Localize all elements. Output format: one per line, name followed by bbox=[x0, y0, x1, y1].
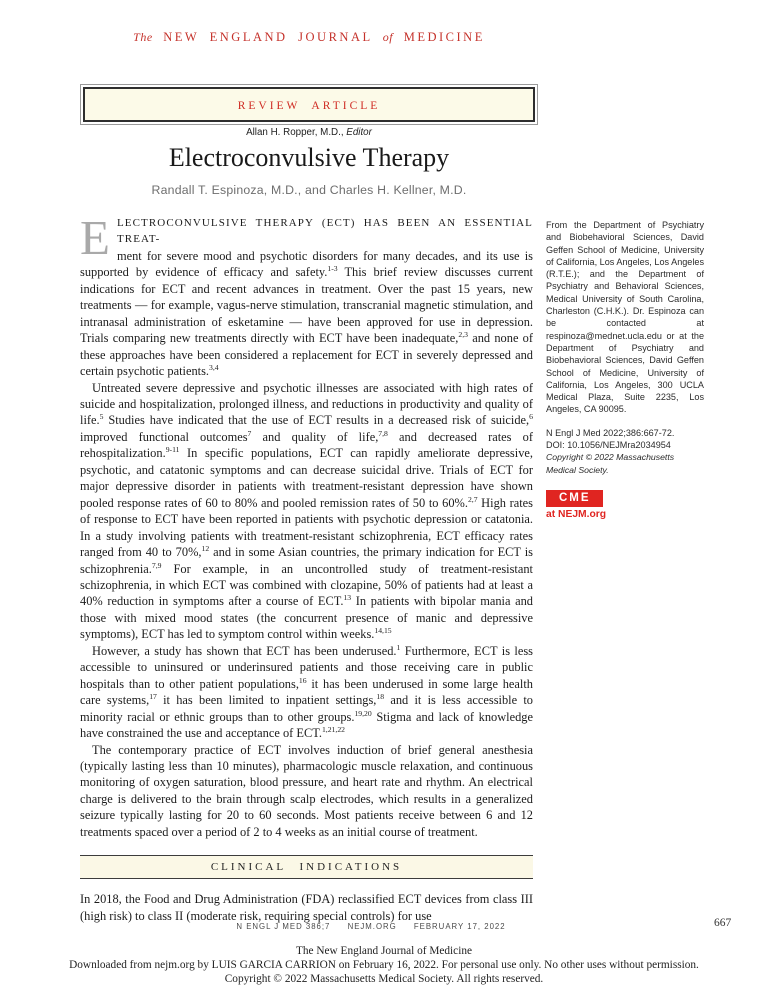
reference-superscript: 14,15 bbox=[374, 626, 392, 636]
cme-section bbox=[546, 490, 704, 522]
reference-superscript: 1,21,22 bbox=[321, 724, 345, 734]
running-footer bbox=[0, 922, 742, 931]
reference-superscript: 7,8 bbox=[378, 428, 388, 438]
paragraph: However, a study has shown that ECT has been underused.$^1$ Furthermore, ECT is less accessible to uninsured or underinsured patients and those receiving care in public hospitals than to other patient populations,$^{16}$ it has been underused in some large health care systems,$^{17}$ it has been limited to inpatient settings,$^{18}$ and it is less accessible to minority racial or ethnic groups than to other groups.$^{19,20}$ Stigma and lack of knowledge have constrained the use and acceptance of ECT.$^{1,21,22}$ bbox=[80, 642, 534, 741]
lead-smallcaps: LECTROCONVULSIVE THERAPY (ECT) HAS BEEN AN ESSENTIAL TREAT- bbox=[116, 217, 533, 246]
reference-superscript: 19,20 bbox=[354, 708, 372, 718]
paragraph: The contemporary practice of ECT involves induction of brief general anesthesia (typically lasting less than 10 minutes), pharmacologic muscle relaxation, and continuous monitoring of oxygen saturation, blood pressure, and heart rate and rhythm. An electrical charge is delivered to the brain through scalp electrodes, which results in a generalized seizure typically lasting for 20 to 60 seconds. Most patients receive between 6 and 12 treatments spaced over a period of 2 to 4 weeks as an initial course of treatment. bbox=[80, 742, 533, 839]
article-title: Electroconvulsive Therapy bbox=[168, 143, 450, 172]
citation-block bbox=[546, 427, 704, 476]
reference-superscript: 12 bbox=[201, 543, 210, 553]
journal-masthead bbox=[80, 30, 538, 45]
footer-journal-ref: N ENGL J MED 386;7 bbox=[236, 922, 331, 931]
reference-superscript: 9-11 bbox=[165, 445, 180, 455]
sidebar-column bbox=[546, 219, 704, 522]
citation-line: N Engl J Med 2022;386:667-72. bbox=[546, 427, 675, 438]
reference-superscript: 5 bbox=[99, 412, 104, 422]
reference-superscript: 1-3 bbox=[327, 264, 338, 274]
masthead-journal-name: NEW ENGLAND JOURNAL bbox=[163, 30, 373, 44]
masthead-of: of bbox=[382, 30, 394, 44]
reference-superscript: 2,3 bbox=[458, 330, 468, 340]
paragraph: Untreated severe depressive and psychotic illnesses are associated with high rates of suicide and hospitalization, prolonged illness, and reductions in productivity and quality of life.$^5$ Studies have indicated that the use of ECT results in a decreased risk of suicide,$^6$ improved functional outcomes$^7$ and quality of life,$^{7,8}$ and decreased rates of rehospitalization.$^{9-11}$ In specific populations, ECT can rapidly ameliorate depressive, psychotic, and catatonic symptoms and can decrease suicidal drive. Trials of ECT for major depressive disorder in patients with treatment-resistant depression have shown pooled response rates of 60 to 80% and pooled remission rates of 50 to 60%.$^{2,7}$ High rates of response to ECT have been reported in patients with psychotic depression or catatonia. In a study involving patients with treatment-resistant schizophrenia, ECT efficacy rates ranged from 40 to 70%,$^{12}$ and in some Asian countries, the primary indication for ECT is schizophrenia.$^{7,9}$ For example, in an uncontrolled study of treatment-resistant schizophrenia, in which ECT was combined with clozapine, 50% of patients had at least a 40% reduction in symptoms after a course of ECT.$^{13}$ In patients with bipolar mania and those with mixed mood states (the concurrent presence of manic and depressive symptoms), ECT has led to symptom control within weeks.$^{14,15}$ bbox=[80, 380, 534, 642]
bottom-line-copyright: Copyright © 2022 Massachusetts Medical Society. All rights reserved. bbox=[224, 972, 544, 985]
cme-nejm-link[interactable]: at NEJM.org bbox=[546, 509, 607, 521]
editor-role: Editor bbox=[346, 127, 372, 138]
review-article-banner-inner bbox=[83, 87, 535, 122]
section-header-clinical-indications: CLINICAL INDICATIONS bbox=[80, 855, 533, 879]
reference-superscript: 3,4 bbox=[209, 362, 219, 372]
reference-superscript: 7,9 bbox=[151, 560, 162, 570]
article-authors: Randall T. Espinoza, M.D., and Charles H. Kellner, M.D. bbox=[151, 183, 467, 197]
review-article-banner bbox=[80, 84, 538, 125]
reference-superscript: 1 bbox=[396, 642, 401, 652]
reference-superscript: 17 bbox=[149, 692, 157, 702]
reference-superscript: 6 bbox=[529, 412, 533, 422]
reference-superscript: 13 bbox=[343, 593, 352, 603]
doi-line: DOI: 10.1056/NEJMra2034954 bbox=[546, 440, 671, 451]
lead-paragraph bbox=[80, 210, 533, 380]
footer-date: FEBRUARY 17, 2022 bbox=[413, 922, 506, 931]
drop-cap: E bbox=[80, 210, 110, 265]
editor-line bbox=[80, 127, 538, 138]
affiliation-text: From the Department of Psychiatry and Biobehavioral Sciences, David Geffen School of Medicine, University of California, Los Angeles, Los Angeles (R.T.E.); and the Department of Psychiatry and Behavioral Sciences, Medical University of South Carolina, Charleston (C.H.K.). Dr. Espinoza can be contacted at respinoza@mednet.ucla.edu or at the Department of Psychiatry and Biobehavioral Sciences, David Geffen School of Medicine, University of California, Los Angeles, 300 UCLA Medical Plaza, Suite 2235, Los Angeles, CA 90095. bbox=[546, 220, 704, 415]
lead-paragraph-text: ment for severe mood and psychotic disorders for many decades, and its use is supported by evidence of efficacy and safety.$^{1-3}$ This brief review discusses current indications for ECT and recent advances in treatment. Over the past 15 years, new treatments — for example, vagus-nerve stimulation, transcranial magnetic stimulation, and intranasal administration of esketamine — have been approved for use in depression. Trials comparing new treatments directly with ECT have been inadequate,$^{2,3}$ and none of these approaches have been considered a replacement for ECT in severely depressed and certain psychotic patients.$^{3,4}$ bbox=[80, 248, 533, 379]
reference-superscript: 18 bbox=[376, 692, 385, 702]
page-number: 667 bbox=[714, 917, 732, 929]
masthead-the: The bbox=[133, 30, 153, 44]
cme-badge[interactable]: CME bbox=[546, 490, 603, 508]
review-article-label: REVIEW ARTICLE bbox=[237, 100, 381, 112]
copyright-line: Copyright © 2022 Massachusetts Medical Society. bbox=[546, 452, 675, 475]
after-section-paragraphs bbox=[80, 891, 533, 924]
masthead-medicine: MEDICINE bbox=[403, 30, 485, 44]
body-paragraphs bbox=[80, 380, 533, 841]
paragraph: In 2018, the Food and Drug Administration (FDA) reclassified ECT devices from class III (high risk) to class II (moderate risk, requiring special controls) for use bbox=[80, 892, 533, 923]
main-text-column bbox=[80, 210, 534, 924]
reference-superscript: 7 bbox=[247, 428, 252, 438]
download-notice-block bbox=[0, 945, 768, 987]
footer-site: NEJM.ORG bbox=[347, 922, 397, 931]
reference-superscript: 16 bbox=[298, 675, 307, 685]
bottom-line-journal: The New England Journal of Medicine bbox=[296, 945, 472, 957]
bottom-line-download: Downloaded from nejm.org by LUIS GARCIA CARRION on February 16, 2022. For personal use only. No other uses without permission. bbox=[69, 958, 699, 971]
reference-superscript: 2,7 bbox=[467, 494, 478, 504]
editor-name: Allan H. Ropper, M.D., bbox=[246, 127, 344, 138]
